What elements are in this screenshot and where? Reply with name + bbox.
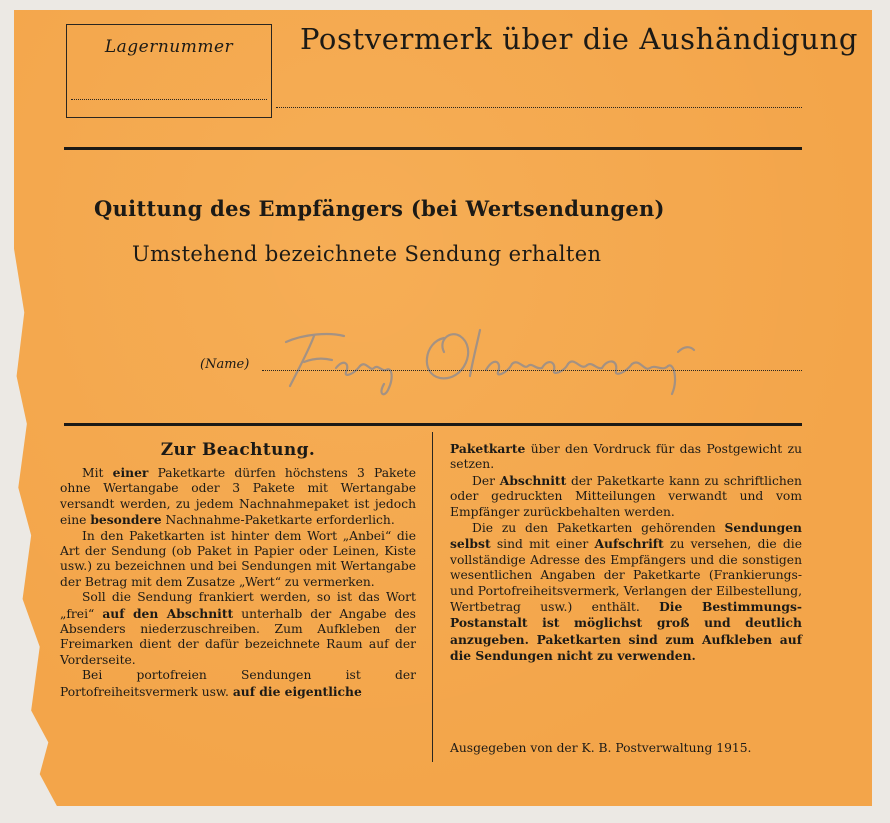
notice-paragraph-2: In den Paketkarten ist hinter dem Wort „Anbei“ die Art der Sendung (ob Paket in Papier oder Leinen, Kiste usw.) zu bezeichnen und bei Sendungen mit Wertangabe der Betrag mit dem Zusatze „Wert“ zu vermerken. [60,528,416,589]
name-label: (Name) [200,357,250,372]
receipt-title: Quittung des Empfängers (bei Wertsendungen) [94,196,665,221]
notice-paragraph-1: Mit einer Paketkarte dürfen höchstens 3 Pakete ohne Wertangabe oder 3 Pakete mit Wertangabe versandt werden, zu jedem Nachnahmepaket ist jedoch eine besondere Nachnahme-Paketkarte erforderlich. [60,465,416,528]
storage-number-label: Lagernummer [104,37,234,57]
notice-paragraph-4: Bei portofreien Sendungen ist der Portofreiheitsvermerk usw. auf die eigentliche [60,668,416,699]
top-divider [64,147,802,150]
delivery-note-heading: Postvermerk über die Aushändigung [300,22,859,56]
name-line [262,370,802,371]
notice-paragraph-3: Soll die Sendung frankiert werden, so ist das Wort „frei“ auf den Abschnitt unterhalb der Angabe des Absenders niederzuschreiben. Zum Aufkleben der Freimarken dient der dafür bezeichnete Raum auf der Vorderseite. [60,590,416,667]
notice-paragraph-5: Paketkarte über den Vordruck für das Postgewicht zu setzen. [450,441,802,472]
signature-icon [274,312,754,402]
column-divider [432,432,433,762]
middle-divider [64,423,802,426]
issued-by-footer: Ausgegeben von der K. B. Postverwaltung 1915. [450,741,752,755]
delivery-note-line [276,107,802,108]
receipt-subtitle: Umstehend bezeichnete Sendung erhalten [132,242,602,266]
storage-number-box [66,24,272,118]
storage-number-line [71,99,267,100]
notice-title: Zur Beachtung. [160,440,316,460]
notice-right-column [450,441,802,665]
notice-paragraph-6: Der Abschnitt der Paketkarte kann zu schriftlichen oder gedruckten Mitteilungen verwandt und vom Empfänger zurückbehalten werden. [450,472,802,519]
notice-paragraph-7: Die zu den Paketkarten gehörenden Sendungen selbst sind mit einer Aufschrift zu versehen, die die vollständige Adresse des Empfängers und die sonstigen wesentlichen Angaben der Paketkarte (Frankierungs- und Portofreiheitsvermerk, Verlangen der Eilbestellung, Wertbetrag usw.) enthält. Die Bestimmungs-Postanstalt ist möglichst groß und deutlich anzugeben. Paketkarten sind zum Aufkleben auf die Sendungen nicht zu verwenden. [450,520,802,664]
notice-left-column [60,465,416,700]
